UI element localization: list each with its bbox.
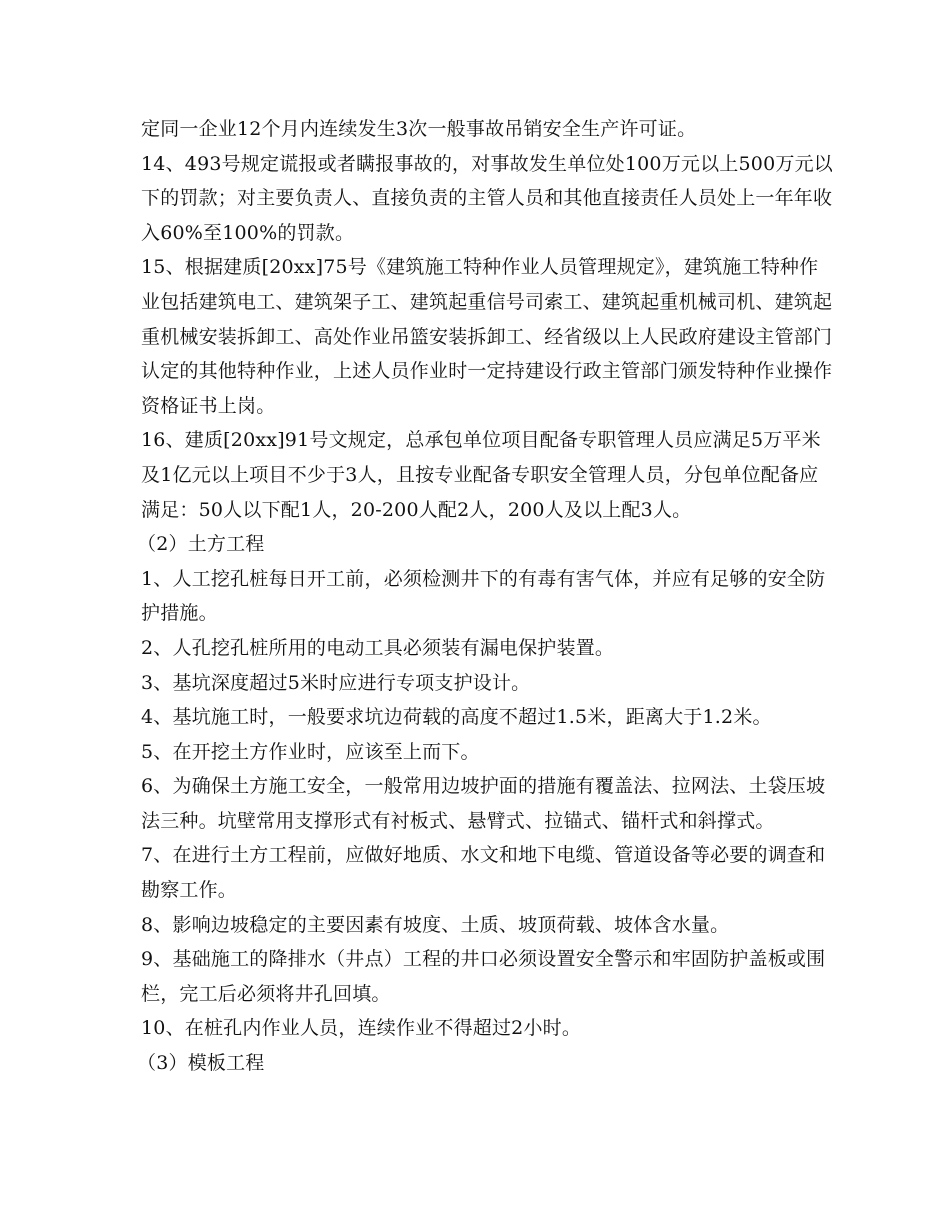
section-heading: （3）模板工程 — [137, 1052, 265, 1075]
section-heading: （2）土方工程 — [137, 533, 265, 556]
text-line: 3、基坑深度超过5米时应进行专项支护设计。 — [141, 671, 531, 694]
text-line: 7、在进行土方工程前，应做好地质、水文和地下电缆、管道设备等必要的调查和 — [141, 844, 826, 867]
text-line: 法三种。坑壁常用支撑形式有衬板式、悬臂式、拉锚式、锚杆式和斜撑式。 — [141, 809, 775, 832]
text-line: 业包括建筑电工、建筑架子工、建筑起重信号司索工、建筑起重机械司机、建筑起 — [141, 290, 833, 313]
text-line: 5、在开挖土方作业时，应该至上而下。 — [141, 740, 480, 763]
document-page — [137, 112, 833, 1081]
text-line: 定同一企业12个月内连续发生3次一般事故吊销安全生产许可证。 — [141, 118, 697, 140]
text-line: 护措施。 — [141, 602, 218, 625]
text-line: 满足：50人以下配1人，20-200人配2人，200人及以上配3人。 — [141, 498, 692, 521]
text-line: 10、在桩孔内作业人员，连续作业不得超过2小时。 — [141, 1017, 582, 1040]
text-line: 及1亿元以上项目不少于3人，且按专业配备专职安全管理人员，分包单位配备应 — [141, 463, 819, 486]
text-line: 重机械安装拆卸工、高处作业吊篮安装拆卸工、经省级以上人民政府建设主管部门 — [141, 325, 833, 348]
text-line: 2、人孔挖孔桩所用的电动工具必须装有漏电保护装置。 — [141, 636, 615, 659]
text-line: 4、基坑施工时，一般要求坑边荷载的高度不超过1.5米，距离大于1.2米。 — [141, 706, 772, 729]
text-line: 勘察工作。 — [141, 879, 238, 902]
text-line: 6、为确保土方施工安全，一般常用边坡护面的措施有覆盖法、拉网法、土袋压坡 — [141, 775, 826, 798]
text-line: 栏，完工后必须将井孔回填。 — [141, 982, 391, 1005]
text-line: 资格证书上岗。 — [141, 394, 276, 417]
text-line: 9、基础施工的降排水（井点）工程的井口必须设置安全警示和牢固防护盖板或围 — [141, 948, 826, 971]
text-line: 认定的其他特种作业，上述人员作业时一定持建设行政主管部门颁发特种作业操作 — [141, 360, 833, 383]
text-line: 入60%至100%的罚款。 — [141, 221, 355, 244]
text-line: 15、根据建质[20xx]75号《建筑施工特种作业人员管理规定》，建筑施工特种作 — [141, 256, 819, 279]
text-line: 14、493号规定谎报或者瞒报事故的，对事故发生单位处100万元以上500万元以 — [141, 152, 833, 175]
text-line: 下的罚款；对主要负责人、直接负责的主管人员和其他直接责任人员处上一年年收 — [141, 187, 833, 210]
text-line: 16、建质[20xx]91号文规定，总承包单位项目配备专职管理人员应满足5万平米 — [141, 429, 821, 452]
text-line: 1、人工挖孔桩每日开工前，必须检测井下的有毒有害气体，并应有足够的安全防 — [141, 567, 826, 590]
text-line: 8、影响边坡稳定的主要因素有坡度、土质、坡顶荷载、坡体含水量。 — [141, 913, 730, 936]
